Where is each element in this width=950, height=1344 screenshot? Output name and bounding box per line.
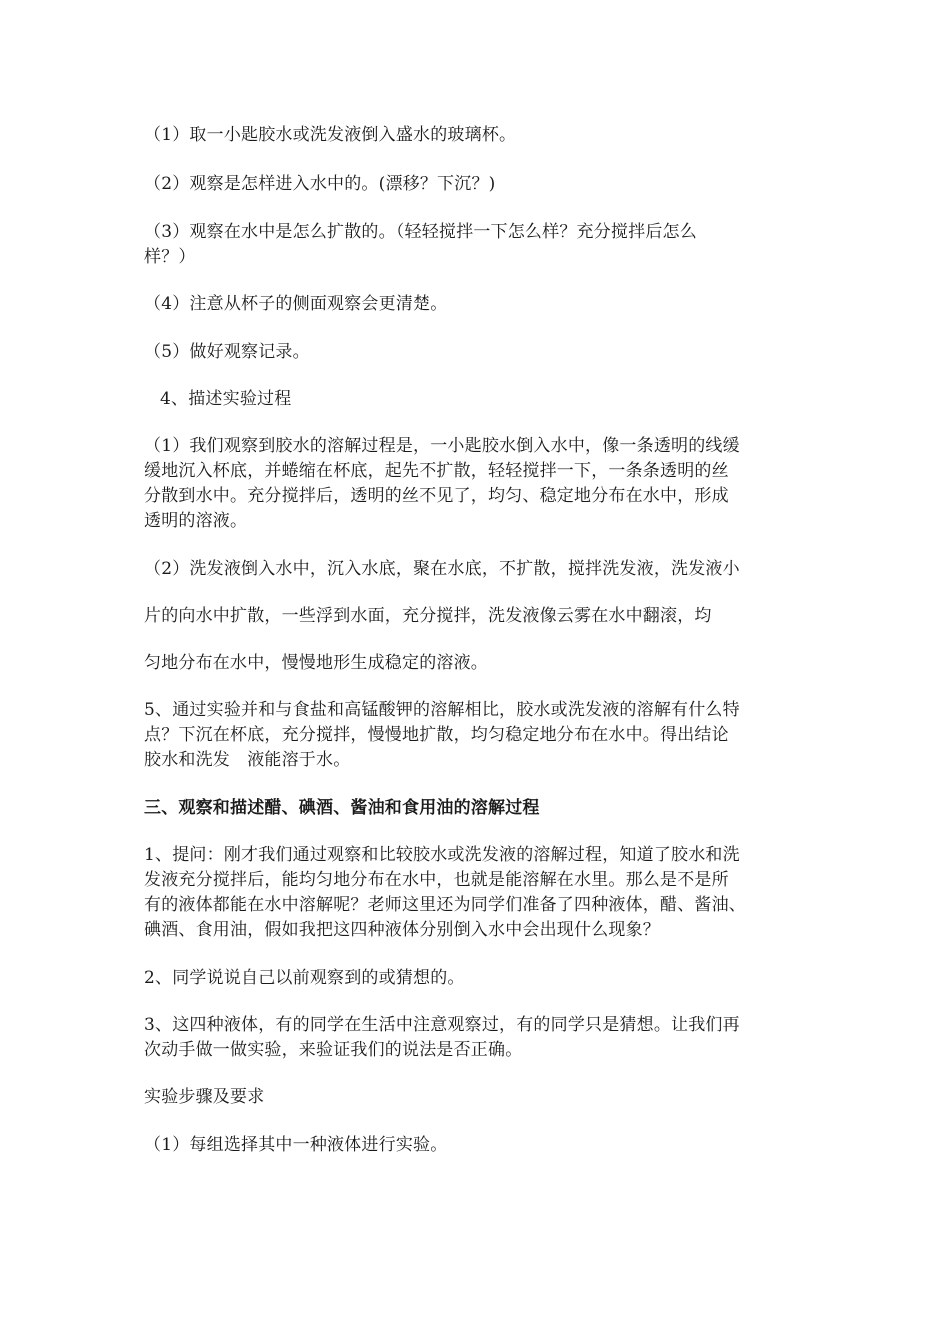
experiment-paragraph-line-1: 3、这四种液体，有的同学在生活中注意观察过，有的同学只是猜想。让我们再: [144, 1015, 740, 1035]
step-2-text: （2）观察是怎样进入水中的。(漂移？下沉？): [144, 174, 496, 194]
shampoo-paragraph-line-1: （2）洗发液倒入水中，沉入水底，聚在水底，不扩散，搅拌洗发液，洗发液小: [144, 559, 740, 579]
compare-paragraph-line-3: 胶水和洗发 液能溶于水。: [144, 750, 351, 770]
section-3-heading: 三、观察和描述醋、碘酒、酱油和食用油的溶解过程: [144, 798, 540, 818]
step-3-text-cont: 样？）: [144, 247, 196, 267]
glue-paragraph-line-3: 分散到水中。充分搅拌后，透明的丝不见了，均匀、稳定地分布在水中，形成: [144, 486, 729, 506]
question-paragraph-line-4: 碘酒、食用油，假如我把这四种液体分别倒入水中会出现什么现象？: [144, 920, 660, 940]
step-1-text: （1）取一小匙胶水或洗发液倒入盛水的玻璃杯。: [144, 125, 517, 145]
glue-paragraph-line-4: 透明的溶液。: [144, 511, 248, 531]
final-step-text: （1）每组选择其中一种液体进行实验。: [144, 1135, 448, 1155]
steps-heading: 实验步骤及要求: [144, 1087, 265, 1107]
step-4-text: （4）注意从杯子的侧面观察会更清楚。: [144, 294, 448, 314]
discussion-text: 2、同学说说自己以前观察到的或猜想的。: [144, 968, 465, 988]
shampoo-paragraph-line-2: 片的向水中扩散，一些浮到水面，充分搅拌，洗发液像云雾在水中翻滚，均: [144, 606, 712, 626]
experiment-paragraph-line-2: 次动手做一做实验，来验证我们的说法是否正确。: [144, 1040, 523, 1060]
question-paragraph-line-2: 发液充分搅拌后，能均匀地分布在水中，也就是能溶解在水里。那么是不是所: [144, 870, 729, 890]
shampoo-paragraph-line-3: 匀地分布在水中，慢慢地形生成稳定的溶液。: [144, 653, 488, 673]
compare-paragraph-line-1: 5、通过实验并和与食盐和高锰酸钾的溶解相比，胶水或洗发液的溶解有什么特: [144, 700, 740, 720]
question-paragraph-line-1: 1、提问：刚才我们通过观察和比较胶水或洗发液的溶解过程，知道了胶水和洗: [144, 845, 740, 865]
compare-paragraph-line-2: 点？下沉在杯底，充分搅拌，慢慢地扩散，均匀稳定地分布在水中。得出结论: [144, 725, 729, 745]
step-3-text: （3）观察在水中是怎么扩散的。（轻轻搅拌一下怎么样？充分搅拌后怎么: [144, 222, 697, 242]
question-paragraph-line-3: 有的液体都能在水中溶解呢？老师这里还为同学们准备了四种液体，醋、酱油、: [144, 895, 746, 915]
section-4-heading: 4、描述实验过程: [160, 389, 292, 409]
glue-paragraph-line-2: 缓地沉入杯底，并蜷缩在杯底，起先不扩散，轻轻搅拌一下，一条条透明的丝: [144, 461, 729, 481]
glue-paragraph-line-1: （1）我们观察到胶水的溶解过程是，一小匙胶水倒入水中，像一条透明的线缓: [144, 436, 740, 456]
step-5-text: （5）做好观察记录。: [144, 342, 310, 362]
